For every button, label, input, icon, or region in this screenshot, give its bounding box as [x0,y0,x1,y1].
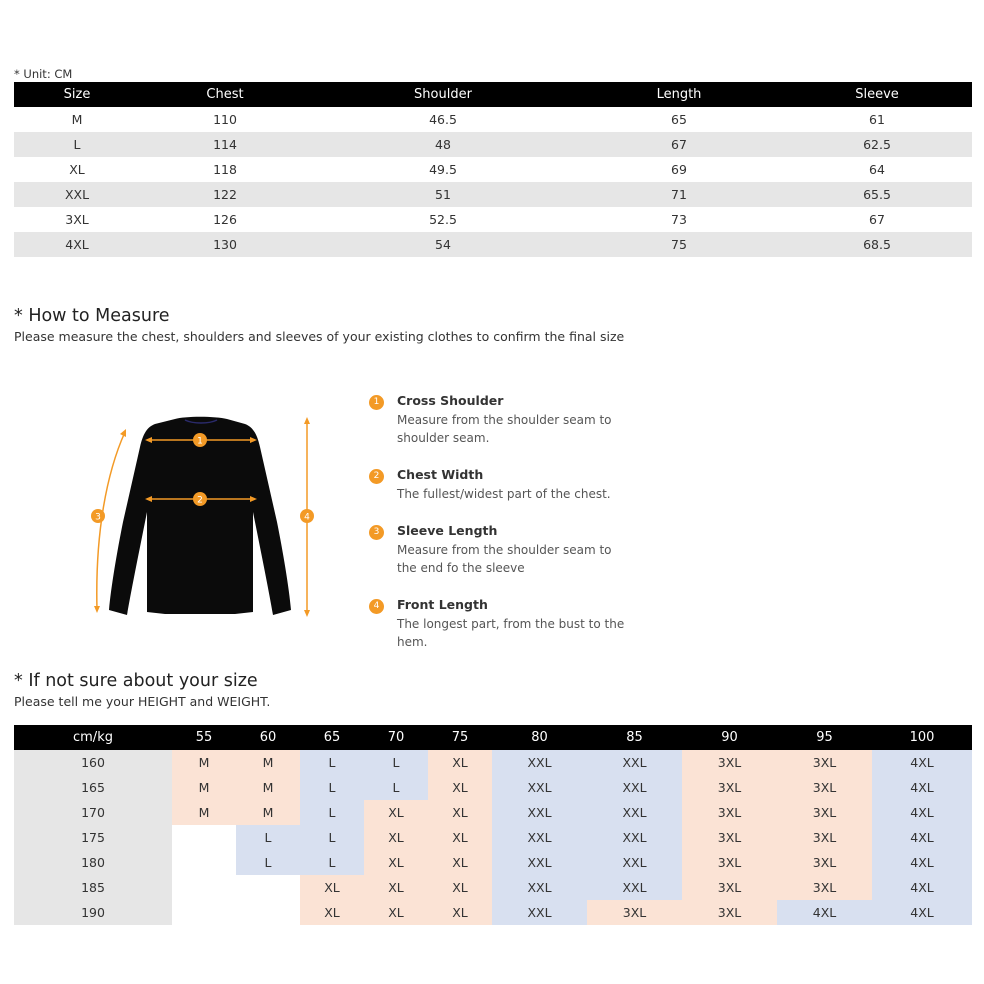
size-recommendation-cell: XXL [587,775,682,800]
size-recommendation-cell: M [236,750,300,775]
not-sure-subtitle: Please tell me your HEIGHT and WEIGHT. [14,694,271,709]
size-chart-cell: 73 [671,212,687,227]
size-chart-cell: 49.5 [429,162,457,177]
size-chart-cell: 118 [213,162,237,177]
size-recommendation-cell: XXL [492,800,587,825]
size-recommendation-cell: 4XL [872,875,972,900]
unit-note: * Unit: CM [14,67,73,81]
size-recommendation-cell: XL [364,850,428,875]
height-weight-row [14,875,972,900]
size-chart-cell: 51 [310,182,576,207]
size-chart-cell: 62.5 [782,132,972,157]
size-chart-row [14,232,972,257]
size-chart-cell: 54 [310,232,576,257]
height-cell: 185 [14,875,172,900]
size-recommendation-cell: L [364,775,428,800]
size-recommendation-cell: M [172,750,236,775]
size-recommendation-cell: XL [300,875,364,900]
size-recommendation-cell [172,825,236,850]
size-recommendation-cell: XXL [587,875,682,900]
size-recommendation-cell: 3XL [777,750,872,775]
height-weight-header-row [14,725,972,750]
svg-text:4: 4 [304,512,310,523]
size-chart-cell: 61 [869,112,885,127]
size-chart-cell: 71 [576,182,782,207]
height-cell: 180 [14,850,172,875]
size-recommendation-cell: 4XL [872,900,972,925]
height-weight-header-cell: 100 [872,725,972,750]
size-recommendation-cell [172,900,236,925]
size-chart-cell: 69 [671,162,687,177]
size-chart-cell: 65.5 [782,182,972,207]
size-recommendation-cell: L [300,800,364,825]
measure-item-desc: Measure from the shoulder seam to shoulder seam. [397,413,612,445]
size-recommendation-cell: XL [428,875,492,900]
size-recommendation-cell: M [172,800,236,825]
size-recommendation-cell: XL [364,900,428,925]
size-recommendation-cell: 3XL [777,825,872,850]
measure-item-title: Chest Width [397,467,484,482]
measure-item-title: Cross Shoulder [397,393,504,408]
size-recommendation-cell: XL [364,825,428,850]
size-recommendation-cell: 3XL [682,800,777,825]
measure-item-desc: The fullest/widest part of the chest. [397,487,611,501]
size-recommendation-cell: XL [428,900,492,925]
size-recommendation-cell: XXL [587,750,682,775]
number-badge-icon: 4 [369,599,384,614]
size-chart-header-cell: Length [576,82,782,107]
size-recommendation-cell: 3XL [682,775,777,800]
size-chart-row [14,207,972,232]
size-chart-cell: 65 [671,112,687,127]
size-chart-cell: 52.5 [429,212,457,227]
size-recommendation-cell: 4XL [872,850,972,875]
size-recommendation-cell: XL [300,900,364,925]
size-recommendation-cell: 3XL [682,750,777,775]
height-weight-header-cell: 60 [236,725,300,750]
size-chart-cell: L [14,132,140,157]
size-recommendation-cell: XXL [587,850,682,875]
measure-item-title: Sleeve Length [397,523,498,538]
size-recommendation-cell: XL [428,775,492,800]
height-cell: 190 [14,900,172,925]
svg-text:2: 2 [197,495,203,506]
size-recommendation-cell: M [236,775,300,800]
size-chart-row [14,132,972,157]
size-chart-row [14,107,972,132]
size-recommendation-cell: XL [364,875,428,900]
size-chart-cell: 48 [310,132,576,157]
size-recommendation-cell: 4XL [777,900,872,925]
measure-item-title: Front Length [397,597,488,612]
number-badge-icon: 2 [369,469,384,484]
size-recommendation-cell: XL [428,750,492,775]
size-recommendation-cell: L [236,825,300,850]
height-weight-header-cell: 90 [682,725,777,750]
height-weight-header-cell: 70 [364,725,428,750]
height-cell: 160 [14,750,172,775]
size-chart-cell: XXL [14,182,140,207]
size-recommendation-cell [172,850,236,875]
size-chart-row [14,182,972,207]
size-chart-cell: 68.5 [782,232,972,257]
size-recommendation-cell: 3XL [682,875,777,900]
size-recommendation-cell: XXL [587,825,682,850]
size-chart-table [14,82,972,257]
size-chart-cell: M [71,112,83,127]
size-chart-body [14,107,972,257]
size-recommendation-cell: XL [364,800,428,825]
size-chart-cell: 110 [213,112,237,127]
size-chart-row [14,157,972,182]
size-chart-cell: 64 [869,162,885,177]
size-recommendation-cell: 4XL [872,750,972,775]
size-recommendation-cell: XXL [587,800,682,825]
size-chart-header-cell: Shoulder [310,82,576,107]
size-recommendation-cell [172,875,236,900]
svg-text:1: 1 [197,436,203,447]
size-recommendation-cell: 3XL [682,900,777,925]
height-cell: 175 [14,825,172,850]
size-recommendation-cell: XXL [492,750,587,775]
size-chart-header-row [14,82,972,107]
size-chart-cell: 130 [140,232,310,257]
size-recommendation-cell: XXL [492,900,587,925]
size-recommendation-cell [236,875,300,900]
size-recommendation-cell: 3XL [777,775,872,800]
height-cell: 165 [14,775,172,800]
size-recommendation-cell: 3XL [682,850,777,875]
size-chart-header-cell: Size [14,82,140,107]
size-recommendation-cell: XXL [492,850,587,875]
size-chart-cell: 3XL [65,212,89,227]
height-weight-row [14,850,972,875]
size-recommendation-cell: L [300,850,364,875]
size-recommendation-cell [236,900,300,925]
not-sure-title: * If not sure about your size [14,671,258,691]
size-recommendation-cell: XXL [492,875,587,900]
length-arrow-icon [300,417,314,617]
height-weight-header-cell: 55 [172,725,236,750]
size-chart-cell: 114 [140,132,310,157]
how-to-measure-title: * How to Measure [14,306,170,326]
size-chart-cell: 75 [576,232,782,257]
height-weight-row [14,775,972,800]
size-recommendation-cell: XL [428,800,492,825]
size-chart-cell: 67 [576,132,782,157]
size-recommendation-cell: L [300,750,364,775]
size-recommendation-cell: 3XL [682,825,777,850]
size-recommendation-cell: 3XL [777,850,872,875]
size-chart-cell: 46.5 [429,112,457,127]
size-chart-header-cell: Chest [140,82,310,107]
measure-item-desc: The longest part, from the bust to the hem. [397,617,625,649]
size-recommendation-cell: XXL [492,825,587,850]
height-weight-header-cell: cm/kg [14,725,172,750]
size-recommendation-cell: XL [428,825,492,850]
height-weight-header-cell: 80 [492,725,587,750]
size-recommendation-cell: 4XL [872,775,972,800]
height-weight-row [14,825,972,850]
size-chart-header-cell: Sleeve [782,82,972,107]
height-weight-table [14,725,972,925]
size-recommendation-cell: 3XL [777,875,872,900]
number-badge-icon: 3 [369,525,384,540]
size-recommendation-cell: L [236,850,300,875]
size-recommendation-cell: M [172,775,236,800]
size-recommendation-cell: 4XL [872,800,972,825]
size-chart-cell: 122 [140,182,310,207]
size-recommendation-cell: XXL [492,775,587,800]
size-recommendation-cell: L [300,775,364,800]
height-weight-body [14,750,972,925]
number-badge-icon: 1 [369,395,384,410]
height-weight-row [14,900,972,925]
svg-text:3: 3 [95,512,101,523]
size-chart-cell: XL [69,162,85,177]
size-recommendation-cell: XL [428,850,492,875]
height-weight-row [14,800,972,825]
size-recommendation-cell: 4XL [872,825,972,850]
size-chart-cell: 4XL [14,232,140,257]
height-weight-header-cell: 75 [428,725,492,750]
height-weight-row [14,750,972,775]
size-recommendation-cell: L [300,825,364,850]
height-cell: 170 [14,800,172,825]
size-recommendation-cell: 3XL [587,900,682,925]
size-recommendation-cell: L [364,750,428,775]
height-weight-header-cell: 95 [777,725,872,750]
sweater-measurement-diagram-icon [85,412,325,627]
measure-item-desc: Measure from the shoulder seam to the end fo the sleeve [397,543,612,575]
size-chart-cell: 126 [213,212,237,227]
size-recommendation-cell: M [236,800,300,825]
size-recommendation-cell: 3XL [777,800,872,825]
height-weight-header-cell: 85 [587,725,682,750]
size-chart-cell: 67 [869,212,885,227]
how-to-measure-subtitle: Please measure the chest, shoulders and sleeves of your existing clothes to confirm the final size [14,329,625,344]
height-weight-header-cell: 65 [300,725,364,750]
